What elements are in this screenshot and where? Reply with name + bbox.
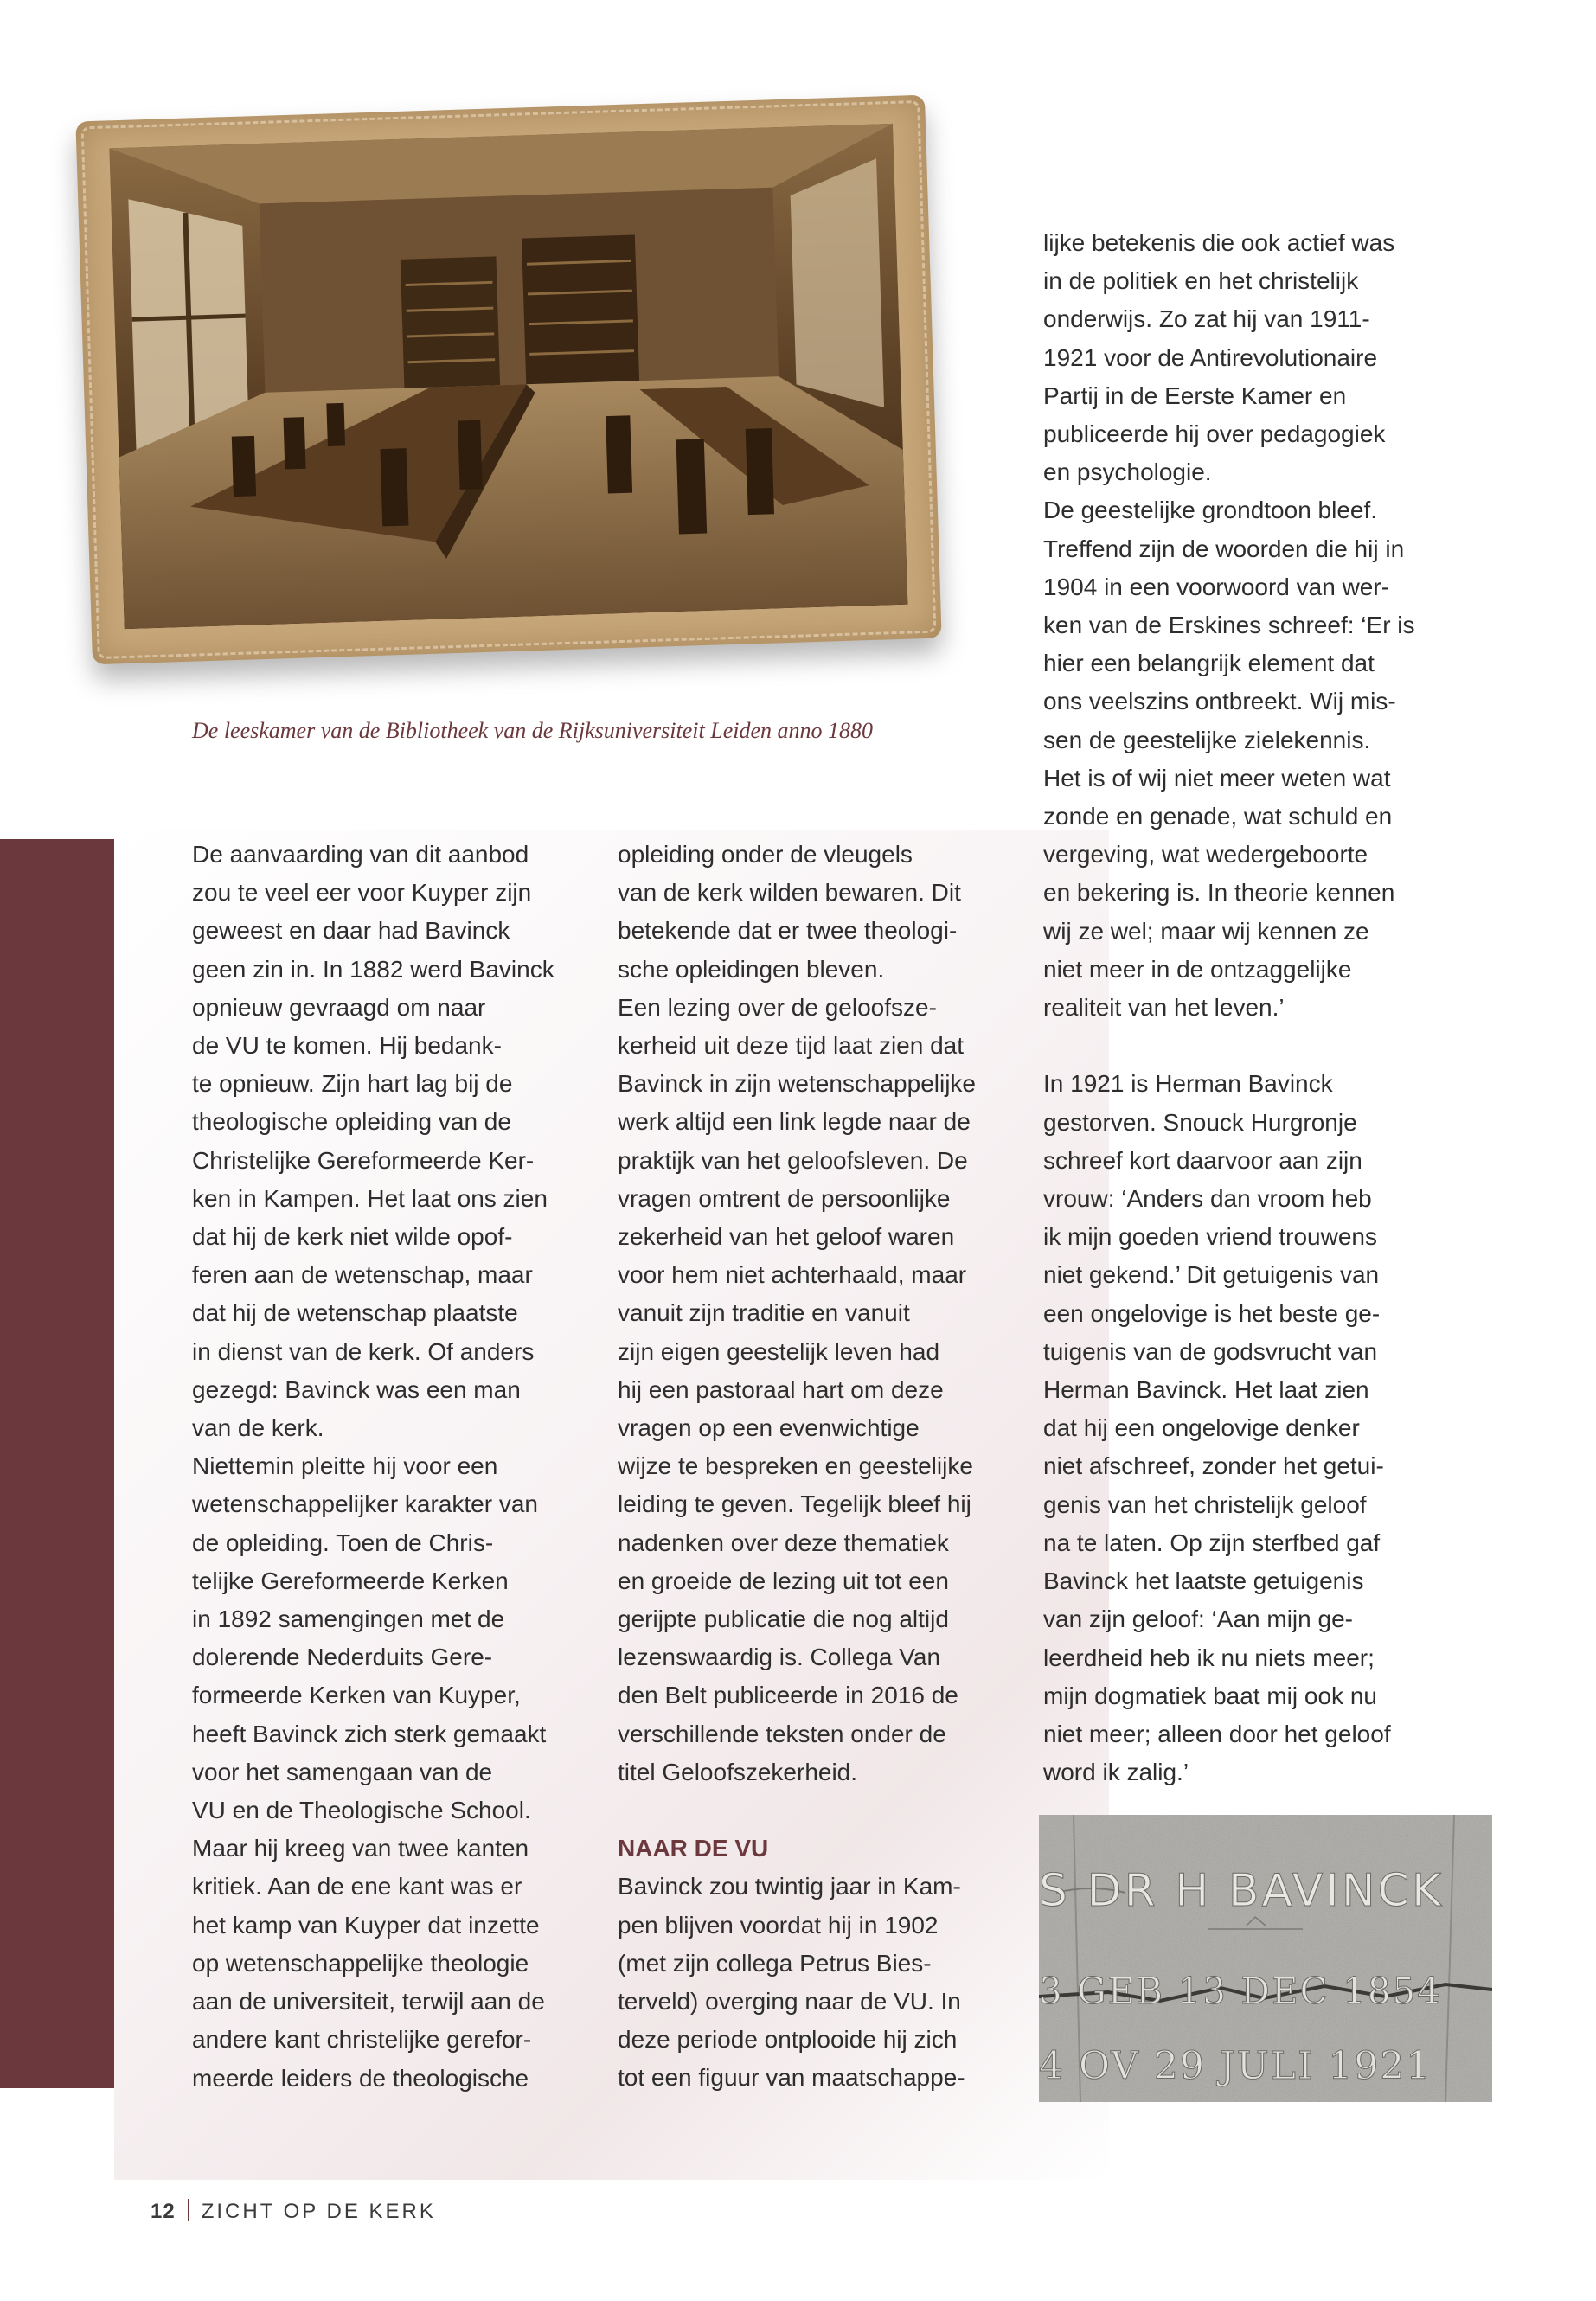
- text-line: pen blijven voordat hij in 1902: [618, 1911, 939, 1939]
- text-line: sen de geestelijke zielekennis.: [1043, 726, 1371, 753]
- text-line: de VU te komen. Hij bedank-: [192, 1032, 502, 1060]
- section-heading: NAAR DE VU: [618, 1835, 769, 1862]
- gravestone-line-2: 3 GEB 13 DEC 1854: [1039, 1970, 1442, 2012]
- text-line: hier een belangrijk element dat: [1043, 650, 1375, 677]
- text-line: en psychologie.: [1043, 458, 1212, 486]
- text-line: opleiding onder de vleugels: [618, 841, 913, 868]
- text-line: geweest en daar had Bavinck: [192, 917, 510, 945]
- text-line: praktijk van het geloofsleven. De: [618, 1146, 968, 1174]
- text-line: Een lezing over de geloofsze-: [618, 993, 937, 1021]
- text-line: van de kerk.: [192, 1414, 324, 1442]
- text-line: dat hij een ongelovige denker: [1043, 1414, 1360, 1442]
- library-illustration: [109, 124, 907, 629]
- text-line: ken in Kampen. Het laat ons zien: [192, 1184, 548, 1212]
- footer-divider: [188, 2199, 189, 2221]
- text-line: op wetenschappelijke theologie: [192, 1949, 529, 1977]
- text-line: Het is of wij niet meer weten wat: [1043, 764, 1391, 792]
- text-line: wij ze wel; maar wij kennen ze: [1043, 917, 1369, 945]
- text-line: van de kerk wilden bewaren. Dit: [618, 879, 961, 907]
- text-line: tot een figuur van maatschappe-: [618, 2064, 965, 2092]
- text-line: zonde en genade, wat schuld en: [1043, 803, 1393, 830]
- page-footer: [151, 2199, 436, 2224]
- text-line: Maar hij kreeg van twee kanten: [192, 1835, 529, 1862]
- accent-sidebar: [0, 839, 114, 2088]
- text-line: ken van de Erskines schreef: ‘Er is: [1043, 612, 1415, 639]
- text-line: opnieuw gevraagd om naar: [192, 993, 486, 1021]
- article-column-3: [1043, 224, 1441, 1791]
- text-line: formeerde Kerken van Kuyper,: [192, 1682, 521, 1709]
- text-line: VU en de Theologische School.: [192, 1797, 531, 1824]
- text-line: In 1921 is Herman Bavinck: [1043, 1070, 1333, 1098]
- text-line: werk altijd een link legde naar de: [618, 1108, 971, 1136]
- text-line: genis van het christelijk geloof: [1043, 1490, 1367, 1518]
- article-column-1: [192, 836, 581, 2098]
- text-line: tuigenis van de godsvrucht van: [1043, 1337, 1378, 1365]
- text-line: meerde leiders de theologische: [192, 2064, 529, 2092]
- text-line: dolerende Nederduits Gere-: [192, 1644, 493, 1671]
- text-line: lezenswaardig is. Collega Van: [618, 1644, 941, 1671]
- text-line: betekende dat er twee theologi-: [618, 917, 958, 945]
- text-line: Treffend zijn de woorden die hij in: [1043, 535, 1405, 562]
- text-line: verschillende teksten onder de: [618, 1720, 946, 1747]
- text-line: te opnieuw. Zijn hart lag bij de: [192, 1070, 513, 1098]
- text-line: vrouw: ‘Anders dan vroom heb: [1043, 1185, 1372, 1213]
- text-line: niet meer in de ontzaggelijke: [1043, 955, 1352, 983]
- text-line: een ongelovige is het beste ge-: [1043, 1299, 1381, 1327]
- text-line: Bavinck in zijn wetenschappelijke: [618, 1070, 976, 1098]
- text-line: Niettemin pleitte hij voor een: [192, 1452, 498, 1480]
- text-line: gestorven. Snouck Hurgronje: [1043, 1108, 1357, 1136]
- photo-caption: De leeskamer van de Bibliotheek van de Rijksuniversiteit Leiden anno 1880: [192, 718, 873, 743]
- text-line: De geestelijke grondtoon bleef.: [1043, 497, 1378, 524]
- text-line: en groeide de lezing uit tot een: [618, 1567, 949, 1594]
- text-line: kerheid uit deze tijd laat zien dat: [618, 1032, 965, 1060]
- text-line: niet gekend.’ Dit getuigenis van: [1043, 1261, 1380, 1289]
- text-line: Partij in de Eerste Kamer en: [1043, 381, 1347, 409]
- text-line: wijze te bespreken en geestelijke: [618, 1452, 973, 1480]
- library-reading-room-image: [109, 124, 907, 629]
- text-line: dat hij de kerk niet wilde opof-: [192, 1223, 513, 1251]
- gravestone-line-1: S DR H BAVINCK: [1039, 1865, 1445, 1917]
- text-line: de opleiding. Toen de Chris-: [192, 1529, 494, 1556]
- magazine-title: ZICHT OP DE KERK: [201, 2200, 436, 2223]
- text-line: andere kant christelijke gerefor-: [192, 2026, 532, 2054]
- text-line: ik mijn goeden vriend trouwens: [1043, 1223, 1377, 1251]
- text-line: 1921 voor de Antirevolutionaire: [1043, 343, 1378, 371]
- text-line: in dienst van de kerk. Of anders: [192, 1337, 535, 1365]
- text-line: terveld) overging naar de VU. In: [618, 1988, 961, 2016]
- text-line: 1904 in een voorwoord van wer-: [1043, 573, 1390, 600]
- text-line: het kamp van Kuyper dat inzette: [192, 1911, 540, 1939]
- text-line: mijn dogmatiek baat mij ook nu: [1043, 1682, 1377, 1709]
- text-line: aan de universiteit, terwijl aan de: [192, 1988, 545, 2016]
- paragraph-gap: [1043, 1027, 1441, 1065]
- paragraph-gap: [618, 1791, 1016, 1830]
- text-line: heeft Bavinck zich sterk gemaakt: [192, 1720, 547, 1747]
- text-line: van zijn geloof: ‘Aan mijn ge-: [1043, 1606, 1353, 1633]
- text-line: geen zin in. In 1882 werd Bavinck: [192, 955, 554, 983]
- text-line: sche opleidingen bleven.: [618, 955, 885, 983]
- text-line: dat hij de wetenschap plaatste: [192, 1299, 518, 1327]
- text-line: den Belt publiceerde in 2016 de: [618, 1682, 958, 1709]
- text-line: niet afschreef, zonder het getui-: [1043, 1452, 1384, 1480]
- text-line: na te laten. Op zijn sterfbed gaf: [1043, 1529, 1381, 1556]
- text-line: Bavinck zou twintig jaar in Kam-: [618, 1873, 961, 1900]
- text-line: ons veelszins ontbreekt. Wij mis-: [1043, 688, 1396, 715]
- text-line: telijke Gereformeerde Kerken: [192, 1567, 509, 1594]
- text-line: titel Geloofszekerheid.: [618, 1758, 858, 1785]
- text-line: leerdheid heb ik nu niets meer;: [1043, 1644, 1375, 1671]
- article-column-2: [618, 836, 1016, 2098]
- text-line: deze periode ontplooide hij zich: [618, 2026, 958, 2054]
- text-line: voor het samengaan van de: [192, 1758, 493, 1785]
- text-line: vanuit zijn traditie en vanuit: [618, 1299, 910, 1327]
- text-line: kritiek. Aan de ene kant was er: [192, 1873, 522, 1900]
- text-line: publiceerde hij over pedagogiek: [1043, 420, 1386, 448]
- gravestone-photo: [1039, 1815, 1492, 2102]
- text-line: gerijpte publicatie die nog altijd: [618, 1606, 949, 1633]
- text-line: realiteit van het leven.’: [1043, 994, 1285, 1022]
- text-line: vragen op een evenwichtige: [618, 1414, 920, 1442]
- text-line: zou te veel eer voor Kuyper zijn: [192, 879, 532, 907]
- text-line: en bekering is. In theorie kennen: [1043, 879, 1395, 907]
- text-line: vergeving, wat wedergeboorte: [1043, 841, 1368, 868]
- text-line: niet meer; alleen door het geloof: [1043, 1720, 1391, 1747]
- text-line: in de politiek en het christelijk: [1043, 267, 1359, 295]
- historic-photo: [75, 95, 941, 665]
- text-line: theologische opleiding van de: [192, 1108, 511, 1136]
- gravestone-illustration: [1039, 1815, 1492, 2102]
- text-line: leiding te geven. Tegelijk bleef hij: [618, 1490, 971, 1518]
- text-line: in 1892 samengingen met de: [192, 1606, 505, 1633]
- text-line: feren aan de wetenschap, maar: [192, 1261, 533, 1289]
- page-number: 12: [151, 2200, 176, 2223]
- text-line: lijke betekenis die ook actief was: [1043, 229, 1395, 256]
- text-line: Christelijke Gereformeerde Ker-: [192, 1146, 535, 1174]
- text-line: word ik zalig.’: [1043, 1759, 1189, 1786]
- text-line: wetenschappelijker karakter van: [192, 1490, 538, 1518]
- text-line: (met zijn collega Petrus Bies-: [618, 1949, 932, 1977]
- text-line: schreef kort daarvoor aan zijn: [1043, 1146, 1362, 1174]
- text-line: vragen omtrent de persoonlijke: [618, 1184, 951, 1212]
- text-line: zijn eigen geestelijk leven had: [618, 1337, 940, 1365]
- text-line: zekerheid van het geloof waren: [618, 1223, 955, 1251]
- text-line: voor hem niet achterhaald, maar: [618, 1261, 967, 1289]
- text-line: nadenken over deze thematiek: [618, 1529, 949, 1556]
- text-line: gezegd: Bavinck was een man: [192, 1375, 521, 1403]
- text-line: Herman Bavinck. Het laat zien: [1043, 1376, 1369, 1404]
- text-line: onderwijs. Zo zat hij van 1911-: [1043, 305, 1370, 333]
- text-line: Bavinck het laatste getuigenis: [1043, 1567, 1364, 1595]
- text-line: hij een pastoraal hart om deze: [618, 1375, 944, 1403]
- text-line: De aanvaarding van dit aanbod: [192, 841, 529, 868]
- gravestone-line-3: 4 OV 29 JULI 1921: [1039, 2044, 1433, 2088]
